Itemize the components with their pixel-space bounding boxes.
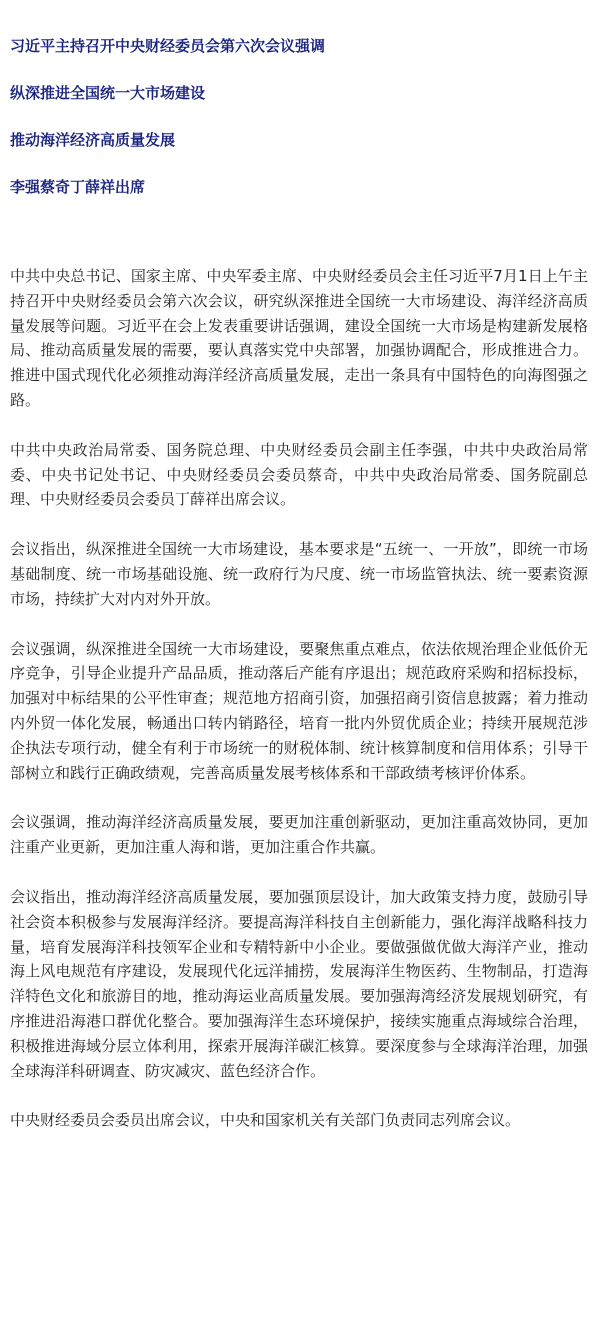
paragraph-market-requirements: 会议指出，纵深推进全国统一大市场建设，基本要求是“五统一、一开放”，即统一市场基础制度、统一市场基础设施、统一政府行为尺度、统一市场监管执法、统一要素资源市场，持续扩大对内对外开放。 <box>10 540 588 608</box>
paragraph-attendance: 中共中央政治局常委、国务院总理、中央财经委员会副主任李强，中共中央政治局常委、中央书记处书记、中央财经委员会委员蔡奇，中共中央政治局常委、国务院副总理、中央财经委员会委员丁薛祥出席会议。 <box>10 440 588 509</box>
headline-main: 习近平主持召开中央财经委员会第六次会议强调 <box>10 37 326 55</box>
paragraph-ocean-measures: 会议指出，推动海洋经济高质量发展，要加强顶层设计，加大政策支持力度，鼓励引导社会资本积极参与发展海洋经济。要提高海洋科技自主创新能力，强化海洋战略科技力量，培育发展海洋科技领军企业和专精特新中小企业。要做强做优做大海洋产业，推动海上风电规范有序建设，发展现代化远洋捕捞，发展海洋生物医药、生物制品，打造海洋特色文化和旅游目的地，推动海运业高质量发展。要加强海湾经济发展规划研究，有序推进沿海港口群优化整合。要加强海洋生态环境保护，接续实施重点海域综合治理，积极推进海域分层立体利用，探索开展海洋碳汇核算。要深度参与全球海洋治理，加强全球海洋科研调查、防灾减灾、蓝色经济合作。 <box>10 887 588 1080</box>
paragraph-closing: 中央财经委员会委员出席会议，中央和国家机关有关部门负责同志列席会议。 <box>10 1111 521 1130</box>
headline-block <box>10 34 590 222</box>
paragraph-market-measures: 会议强调，纵深推进全国统一大市场建设，要聚焦重点难点，依法依规治理企业低价无序竞争，引导企业提升产品品质，推动落后产能有序退出；规范政府采购和招标投标，加强对中标结果的公平性审查；规范地方招商引资，加强招商引资信息披露；着力推动内外贸一体化发展，畅通出口转内销路径，培育一批内外贸优质企业；持续开展规范涉企执法专项行动，健全有利于市场统一的财税体制、统计核算制度和信用体系；引导干部树立和践行正确政绩观，完善高质量发展考核体系和干部政绩考核评价体系。 <box>10 639 588 782</box>
paragraph-ocean-principles: 会议强调，推动海洋经济高质量发展，要更加注重创新驱动，更加注重高效协同，更加注重产业更新，更加注重人海和谐，更加注重合作共赢。 <box>10 813 588 857</box>
headline-ocean: 推动海洋经济高质量发展 <box>10 131 176 149</box>
headline-attendees: 李强蔡奇丁薛祥出席 <box>10 178 146 196</box>
article-body <box>10 264 588 1158</box>
headline-market: 纵深推进全国统一大市场建设 <box>10 84 206 102</box>
paragraph-intro: 中共中央总书记、国家主席、中央军委主席、中央财经委员会主任习近平7月1日上午主持召开中央财经委员会第六次会议，研究纵深推进全国统一大市场建设、海洋经济高质量发展等问题。习近平在会上发表重要讲话强调，建设全国统一大市场是构建新发展格局、推动高质量发展的需要，要认真落实党中央部署，加强协调配合，形成推进合力。推进中国式现代化必须推动海洋经济高质量发展，走出一条具有中国特色的向海图强之路。 <box>10 267 588 409</box>
